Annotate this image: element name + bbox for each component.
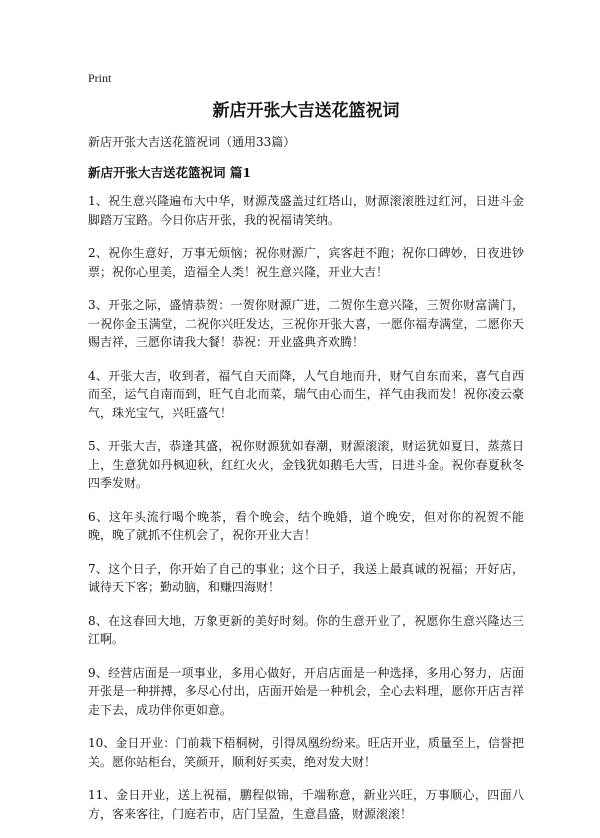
paragraph-3: 3、开张之际，盛情恭贺：一贺你财源广进，二贺你生意兴隆，三贺你财富满门，一祝你金玉满堂，二祝你兴旺发达，三祝你开张大喜，一愿你福寿满堂，二愿你天赐吉祥，三愿你请我大餐！恭祝：开业盛典齐欢腾！ <box>88 298 524 349</box>
paragraph-10: 10、金日开业：门前栽下梧桐树，引得凤凰纷纷来。旺店开业，质量至上，信誉把关。愿你站柜台，笑颜开，顺利好买卖，绝对发大财！ <box>88 736 524 769</box>
section-heading: 新店开张大吉送花篮祝词 篇1 <box>88 165 252 180</box>
print-link[interactable]: Print <box>88 71 112 85</box>
paragraph-1: 1、祝生意兴隆遍布大中华，财源茂盛盖过红塔山，财源滚滚胜过红河，日进斗金脚踏万宝路。今日你店开张，我的祝福请笑纳。 <box>88 194 524 227</box>
paragraph-9: 9、经营店面是一项事业，多用心做好，开启店面是一种选择，多用心努力，店面开张是一种拼搏，多尽心付出，店面开始是一种机会，全心去料理，愿你开店吉祥走下去，成功伴你更如意。 <box>88 665 524 717</box>
paragraph-11: 11、金日开业，送上祝福，鹏程似锦，千端称意，新业兴旺，万事顺心，四面八方，客来客往，门庭若市，店门呈盈，生意昌盛，财源滚滚！ <box>88 788 524 821</box>
paragraph-2: 2、祝你生意好，万事无烦恼；祝你财源广，宾客赶不跑；祝你口碑妙，日夜进钞票；祝你心里美，造福全人类！祝生意兴隆，开业大吉！ <box>88 246 524 279</box>
paragraph-5: 5、开张大吉，恭逢其盛，祝你财源犹如春潮，财源滚滚，财运犹如夏日，蒸蒸日上，生意犹如丹枫迎秋，红红火火，金钱犹如鹅毛大雪，日进斗金。祝你春夏秋冬四季发财。 <box>88 439 524 490</box>
paragraph-8: 8、在这春回大地，万象更新的美好时刻。你的生意开业了，祝愿你生意兴隆达三江啊。 <box>88 613 524 646</box>
subtitle: 新店开张大吉送花篮祝词（通用33篇） <box>88 135 296 149</box>
page-title: 新店开张大吉送花篮祝词 <box>212 101 400 121</box>
paragraph-6: 6、这年头流行喝个晚茶，看个晚会，结个晚婚，道个晚安，但对你的祝贺不能晚，晚了就抓不住机会了，祝你开业大吉！ <box>88 509 524 542</box>
paragraph-4: 4、开张大吉，收到者，福气自天而降，人气自地而升，财气自东而来，喜气自西而至，运气自南而到，旺气自北而菜，瑞气由心而生，祥气由我而发！祝你凌云豪气，珠光宝气，兴旺盛气！ <box>88 368 524 420</box>
paragraph-7: 7、这个日子，你开始了自己的事业；这个日子，我送上最真诚的祝福；开好店，诚待天下客；勤动脑，和赚四海财！ <box>88 561 524 594</box>
document-page <box>88 70 524 838</box>
